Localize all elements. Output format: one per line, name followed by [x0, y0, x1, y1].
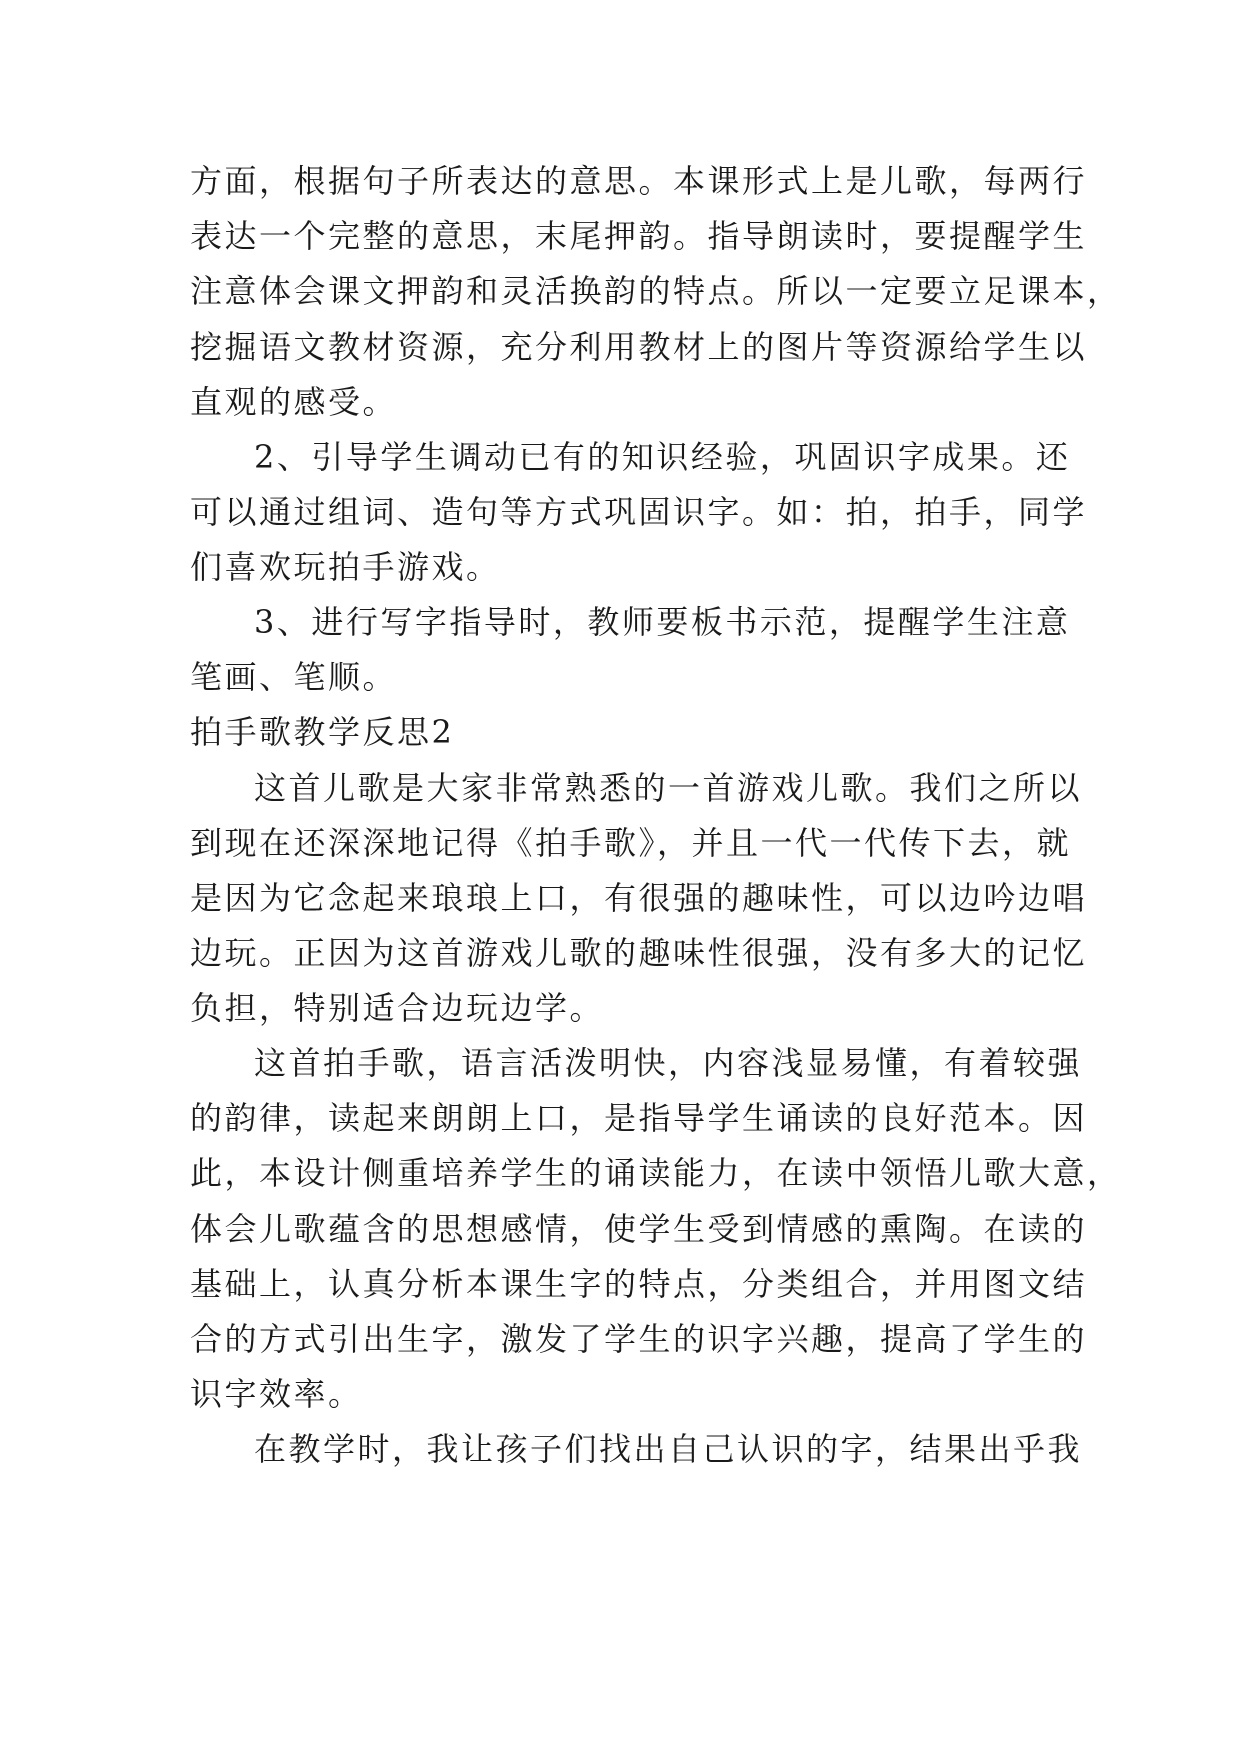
text-line: 边玩。正因为这首游戏儿歌的趣味性很强，没有多大的记忆	[190, 934, 1088, 972]
text-line: 2、引导学生调动已有的知识经验，巩固识字成果。还	[254, 438, 1071, 476]
section-heading: 拍手歌教学反思2	[190, 713, 455, 751]
text-line: 们喜欢玩拍手游戏。	[190, 548, 501, 586]
text-line: 在教学时，我让孩子们找出自己认识的字，结果出乎我	[254, 1430, 1083, 1468]
text-line: 这首拍手歌，语言活泼明快，内容浅显易懂，有着较强	[254, 1044, 1083, 1082]
text-line: 挖掘语文教材资源，充分利用教材上的图片等资源给学生以	[190, 328, 1088, 366]
text-line: 到现在还深深地记得《拍手歌》，并且一代一代传下去，就	[190, 824, 1072, 862]
text-line: 直观的感受。	[190, 383, 398, 421]
text-line: 体会儿歌蕴含的思想感情，使学生受到情感的熏陶。在读的	[190, 1210, 1088, 1248]
text-line: 方面，根据句子所表达的意思。本课形式上是儿歌，每两行	[190, 162, 1088, 200]
text-line: 合的方式引出生字，激发了学生的识字兴趣，提高了学生的	[190, 1320, 1088, 1358]
text-line: 的韵律，读起来朗朗上口，是指导学生诵读的良好范本。因	[190, 1099, 1088, 1137]
text-line: 负担，特别适合边玩边学。	[190, 989, 605, 1027]
text-line: 这首儿歌是大家非常熟悉的一首游戏儿歌。我们之所以	[254, 769, 1083, 807]
text-line: 3、进行写字指导时，教师要板书示范，提醒学生注意	[254, 603, 1071, 641]
text-line: 笔画、笔顺。	[190, 658, 398, 696]
text-line: 是因为它念起来琅琅上口，有很强的趣味性，可以边吟边唱	[190, 879, 1088, 917]
text-line: 识字效率。	[190, 1375, 363, 1413]
text-line: 基础上，认真分析本课生字的特点，分类组合，并用图文结	[190, 1265, 1088, 1303]
text-line: 表达一个完整的意思，末尾押韵。指导朗读时，要提醒学生	[190, 217, 1088, 255]
text-line: 此，本设计侧重培养学生的诵读能力，在读中领悟儿歌大意，	[190, 1154, 1122, 1192]
text-line: 注意体会课文押韵和灵活换韵的特点。所以一定要立足课本，	[190, 272, 1122, 310]
text-line: 可以通过组词、造句等方式巩固识字。如：拍，拍手，同学	[190, 493, 1088, 531]
